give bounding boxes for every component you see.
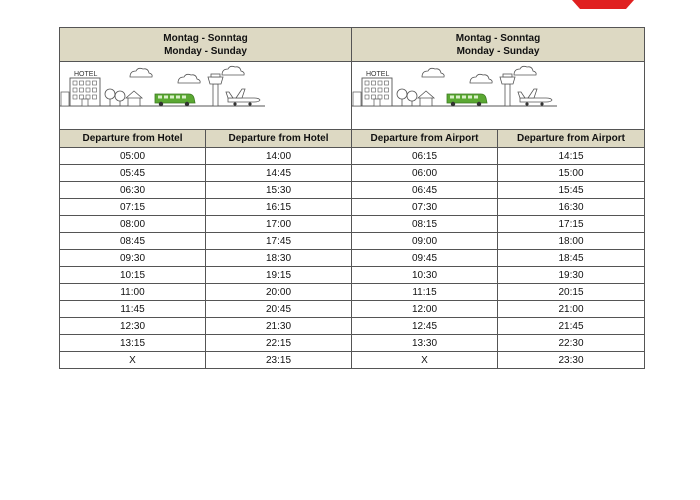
table-row	[60, 216, 645, 233]
day-header-english: Monday - Sunday	[456, 45, 540, 57]
time-cell: 18:45	[498, 250, 645, 267]
table-row	[60, 318, 645, 335]
time-cell: 20:45	[206, 301, 352, 318]
time-cell: 23:30	[498, 352, 645, 369]
cloud-icon	[178, 74, 200, 83]
time-cell: 23:15	[206, 352, 352, 369]
shuttle-bus-icon	[447, 94, 487, 106]
house-icon	[353, 92, 361, 106]
house-icon	[418, 91, 434, 106]
time-cell: 16:15	[206, 199, 352, 216]
cloud-icon	[514, 66, 536, 75]
hotel-to-airport-illustration	[60, 64, 265, 110]
red-logo-fragment-icon	[572, 0, 634, 9]
time-cell: 06:00	[352, 165, 498, 182]
time-cell: 20:00	[206, 284, 352, 301]
day-header-airport	[352, 28, 645, 62]
day-header-english: Monday - Sunday	[164, 45, 247, 57]
table-row	[60, 148, 645, 165]
time-cell: 06:45	[352, 182, 498, 199]
time-cell: 07:30	[352, 199, 498, 216]
time-cell: 09:00	[352, 233, 498, 250]
time-cell: 14:15	[498, 148, 645, 165]
time-cell: 07:15	[60, 199, 206, 216]
time-cell: 17:15	[498, 216, 645, 233]
column-header: Departure from Airport	[498, 130, 645, 148]
table-row	[60, 199, 645, 216]
day-header-german: Montag - Sonntag	[163, 32, 248, 44]
table-row	[60, 335, 645, 352]
column-header: Departure from Airport	[352, 130, 498, 148]
cloud-icon	[130, 68, 152, 77]
shuttle-bus-icon	[155, 94, 195, 106]
table-row	[60, 352, 645, 369]
cloud-icon	[222, 66, 244, 75]
time-cell: 19:15	[206, 267, 352, 284]
time-cell: 08:00	[60, 216, 206, 233]
table-row	[60, 267, 645, 284]
time-cell: 08:45	[60, 233, 206, 250]
time-cell: 21:00	[498, 301, 645, 318]
timetable-body	[60, 148, 645, 369]
shuttle-timetable	[59, 27, 645, 369]
table-row	[60, 250, 645, 267]
time-cell: 17:00	[206, 216, 352, 233]
time-cell: 10:30	[352, 267, 498, 284]
time-cell: X	[352, 352, 498, 369]
table-row	[60, 165, 645, 182]
time-cell: 05:45	[60, 165, 206, 182]
day-header-german: Montag - Sonntag	[455, 32, 541, 44]
illustration-cell-left	[60, 62, 352, 130]
time-cell: 22:15	[206, 335, 352, 352]
time-cell: 12:00	[352, 301, 498, 318]
time-cell: 15:45	[498, 182, 645, 199]
airplane-icon	[518, 89, 552, 106]
time-cell: 14:45	[206, 165, 352, 182]
time-cell: 20:15	[498, 284, 645, 301]
tree-icon	[407, 91, 417, 106]
time-cell: 09:30	[60, 250, 206, 267]
time-cell: 15:00	[498, 165, 645, 182]
time-cell: X	[60, 352, 206, 369]
tree-icon	[115, 91, 125, 106]
airplane-icon	[226, 89, 260, 106]
time-cell: 13:15	[60, 335, 206, 352]
table-row	[60, 301, 645, 318]
time-cell: 10:15	[60, 267, 206, 284]
house-icon	[61, 92, 69, 106]
time-cell: 19:30	[498, 267, 645, 284]
time-cell: 14:00	[206, 148, 352, 165]
hotel-building-icon	[362, 71, 392, 106]
time-cell: 11:45	[60, 301, 206, 318]
time-cell: 15:30	[206, 182, 352, 199]
tree-icon	[397, 89, 407, 106]
control-tower-icon	[500, 74, 515, 106]
time-cell: 18:30	[206, 250, 352, 267]
house-icon	[126, 91, 142, 106]
column-header: Departure from Hotel	[206, 130, 352, 148]
time-cell: 08:15	[352, 216, 498, 233]
hotel-sign: HOTEL	[366, 71, 390, 78]
day-header-row	[60, 28, 645, 62]
time-cell: 21:45	[498, 318, 645, 335]
day-header-hotel	[60, 28, 352, 62]
tree-icon	[105, 89, 115, 106]
table-row	[60, 284, 645, 301]
time-cell: 17:45	[206, 233, 352, 250]
illustration-cell-right	[352, 62, 645, 130]
hotel-building-icon	[70, 71, 100, 106]
time-cell: 05:00	[60, 148, 206, 165]
table-row	[60, 233, 645, 250]
time-cell: 06:30	[60, 182, 206, 199]
time-cell: 12:30	[60, 318, 206, 335]
hotel-sign: HOTEL	[74, 71, 98, 78]
table-row	[60, 182, 645, 199]
cloud-icon	[470, 74, 492, 83]
time-cell: 21:30	[206, 318, 352, 335]
time-cell: 06:15	[352, 148, 498, 165]
time-cell: 16:30	[498, 199, 645, 216]
column-header: Departure from Hotel	[60, 130, 206, 148]
hotel-to-airport-illustration	[352, 64, 557, 110]
time-cell: 12:45	[352, 318, 498, 335]
time-cell: 11:00	[60, 284, 206, 301]
time-cell: 22:30	[498, 335, 645, 352]
time-cell: 13:30	[352, 335, 498, 352]
time-cell: 11:15	[352, 284, 498, 301]
column-header-row	[60, 130, 645, 148]
control-tower-icon	[208, 74, 223, 106]
cloud-icon	[422, 68, 444, 77]
time-cell: 09:45	[352, 250, 498, 267]
time-cell: 18:00	[498, 233, 645, 250]
illustration-row	[60, 62, 645, 130]
